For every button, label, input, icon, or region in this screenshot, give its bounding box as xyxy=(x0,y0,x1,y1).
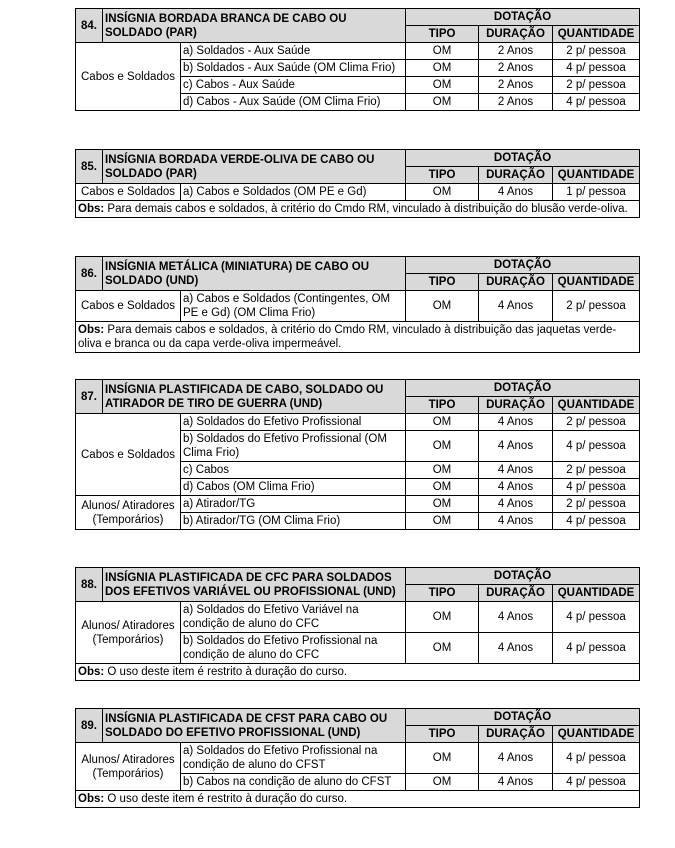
item-title: INSÍGNIA PLASTIFICADA DE CFST PARA CABO OU SOLDADO DO EFETIVO PROFISSIONAL (UND) xyxy=(103,709,406,743)
row-tipo: OM xyxy=(406,43,479,60)
row-description: a) Soldados do Efetivo Variável na condição de aluno do CFC xyxy=(181,602,406,633)
quantidade-header: QUANTIDADE xyxy=(553,726,640,743)
row-quantidade: 4 p/ pessoa xyxy=(553,479,640,496)
row-tipo: OM xyxy=(406,774,479,791)
group-label: Cabos e Soldados xyxy=(76,184,181,201)
duracao-header: DURAÇÃO xyxy=(479,167,553,184)
row-duracao: 4 Anos xyxy=(479,496,553,513)
obs-row xyxy=(76,664,640,681)
item-table xyxy=(75,567,640,681)
dotacao-header: DOTAÇÃO xyxy=(406,257,640,274)
item-title: INSÍGNIA BORDADA BRANCA DE CABO OU SOLDADO (PAR) xyxy=(103,9,406,43)
row-tipo: OM xyxy=(406,291,479,322)
item-number: 87. xyxy=(76,380,103,414)
group-label: Alunos/ Atiradores (Temporários) xyxy=(76,496,181,530)
quantidade-header: QUANTIDADE xyxy=(553,26,640,43)
dotacao-header: DOTAÇÃO xyxy=(406,150,640,167)
item-table xyxy=(75,256,640,353)
row-tipo: OM xyxy=(406,743,479,774)
obs-label: Obs: xyxy=(78,324,105,336)
item-header-row xyxy=(76,150,640,167)
row-tipo: OM xyxy=(406,479,479,496)
row-quantidade: 2 p/ pessoa xyxy=(553,77,640,94)
quantidade-header: QUANTIDADE xyxy=(553,274,640,291)
dotacao-header: DOTAÇÃO xyxy=(406,568,640,585)
tipo-header: TIPO xyxy=(406,167,479,184)
row-duracao: 4 Anos xyxy=(479,513,553,530)
group-label: Cabos e Soldados xyxy=(76,414,181,496)
row-quantidade: 4 p/ pessoa xyxy=(553,513,640,530)
item-title: INSÍGNIA PLASTIFICADA DE CABO, SOLDADO OU ATIRADOR DE TIRO DE GUERRA (UND) xyxy=(103,380,406,414)
obs-text: O uso deste item é restrito à duração do curso. xyxy=(107,793,348,805)
row-quantidade: 4 p/ pessoa xyxy=(553,94,640,111)
row-description: a) Cabos e Soldados (Contingentes, OM PE e Gd) (OM Clima Frio) xyxy=(181,291,406,322)
row-duracao: 2 Anos xyxy=(479,94,553,111)
item-number: 88. xyxy=(76,568,103,602)
row-duracao: 4 Anos xyxy=(479,774,553,791)
dotacao-header: DOTAÇÃO xyxy=(406,709,640,726)
duracao-header: DURAÇÃO xyxy=(479,26,553,43)
item-table xyxy=(75,8,640,111)
tipo-header: TIPO xyxy=(406,585,479,602)
row-duracao: 2 Anos xyxy=(479,43,553,60)
obs-text: Para demais cabos e soldados, à critério do Cmdo RM, vinculado à distribuição das jaquetas verde-oliva e branca ou da capa verde-oliva impermeável. xyxy=(78,324,617,350)
row-quantidade: 4 p/ pessoa xyxy=(553,633,640,664)
item-number: 86. xyxy=(76,257,103,291)
item-number: 84. xyxy=(76,9,103,43)
row-description: d) Cabos - Aux Saúde (OM Clima Frio) xyxy=(181,94,406,111)
row-description: b) Soldados do Efetivo Profissional (OM Clima Frio) xyxy=(181,431,406,462)
row-quantidade: 2 p/ pessoa xyxy=(553,462,640,479)
obs-cell xyxy=(76,791,640,808)
row-description: b) Soldados - Aux Saúde (OM Clima Frio) xyxy=(181,60,406,77)
quantidade-header: QUANTIDADE xyxy=(553,585,640,602)
obs-cell xyxy=(76,322,640,353)
row-tipo: OM xyxy=(406,633,479,664)
obs-text: O uso deste item é restrito à duração do curso. xyxy=(107,666,348,678)
duracao-header: DURAÇÃO xyxy=(479,274,553,291)
table-row xyxy=(76,43,640,60)
item-title: INSÍGNIA BORDADA VERDE-OLIVA DE CABO OU SOLDADO (PAR) xyxy=(103,150,406,184)
table-row xyxy=(76,291,640,322)
obs-cell xyxy=(76,664,640,681)
table-row xyxy=(76,743,640,774)
row-tipo: OM xyxy=(406,414,479,431)
obs-text: Para demais cabos e soldados, à critério do Cmdo RM, vinculado à distribuição do blusão verde-oliva. xyxy=(107,203,628,215)
obs-label: Obs: xyxy=(78,666,105,678)
row-tipo: OM xyxy=(406,513,479,530)
duracao-header: DURAÇÃO xyxy=(479,726,553,743)
row-description: a) Atirador/TG xyxy=(181,496,406,513)
row-duracao: 4 Anos xyxy=(479,602,553,633)
row-duracao: 4 Anos xyxy=(479,184,553,201)
group-label: Alunos/ Atiradores (Temporários) xyxy=(76,743,181,791)
row-tipo: OM xyxy=(406,77,479,94)
dotacao-header: DOTAÇÃO xyxy=(406,380,640,397)
obs-cell xyxy=(76,201,640,218)
row-quantidade: 1 p/ pessoa xyxy=(553,184,640,201)
row-duracao: 4 Anos xyxy=(479,291,553,322)
row-description: d) Cabos (OM Clima Frio) xyxy=(181,479,406,496)
row-quantidade: 2 p/ pessoa xyxy=(553,496,640,513)
item-header-row xyxy=(76,9,640,26)
row-duracao: 4 Anos xyxy=(479,479,553,496)
row-duracao: 4 Anos xyxy=(479,743,553,774)
table-row xyxy=(76,414,640,431)
item-header-row xyxy=(76,709,640,726)
quantidade-header: QUANTIDADE xyxy=(553,397,640,414)
table-row xyxy=(76,184,640,201)
tipo-header: TIPO xyxy=(406,26,479,43)
row-duracao: 4 Anos xyxy=(479,633,553,664)
group-label: Cabos e Soldados xyxy=(76,291,181,322)
obs-row xyxy=(76,791,640,808)
row-tipo: OM xyxy=(406,496,479,513)
row-description: a) Cabos e Soldados (OM PE e Gd) xyxy=(181,184,406,201)
item-header-row xyxy=(76,257,640,274)
row-quantidade: 2 p/ pessoa xyxy=(553,414,640,431)
row-description: a) Soldados do Efetivo Profissional na condição de aluno do CFST xyxy=(181,743,406,774)
row-duracao: 4 Anos xyxy=(479,431,553,462)
item-number: 89. xyxy=(76,709,103,743)
obs-label: Obs: xyxy=(78,203,105,215)
item-header-row xyxy=(76,568,640,585)
table-row xyxy=(76,602,640,633)
obs-row xyxy=(76,322,640,353)
obs-row xyxy=(76,201,640,218)
tipo-header: TIPO xyxy=(406,397,479,414)
duracao-header: DURAÇÃO xyxy=(479,585,553,602)
duracao-header: DURAÇÃO xyxy=(479,397,553,414)
item-table xyxy=(75,379,640,530)
row-description: c) Cabos xyxy=(181,462,406,479)
item-table xyxy=(75,149,640,218)
row-description: b) Soldados do Efetivo Profissional na condição de aluno do CFC xyxy=(181,633,406,664)
dotacao-header: DOTAÇÃO xyxy=(406,9,640,26)
row-duracao: 2 Anos xyxy=(479,77,553,94)
row-tipo: OM xyxy=(406,462,479,479)
quantidade-header: QUANTIDADE xyxy=(553,167,640,184)
row-quantidade: 4 p/ pessoa xyxy=(553,602,640,633)
group-label: Cabos e Soldados xyxy=(76,43,181,111)
row-tipo: OM xyxy=(406,94,479,111)
tipo-header: TIPO xyxy=(406,274,479,291)
row-tipo: OM xyxy=(406,602,479,633)
row-quantidade: 4 p/ pessoa xyxy=(553,774,640,791)
row-duracao: 4 Anos xyxy=(479,414,553,431)
item-title: INSÍGNIA PLASTIFICADA DE CFC PARA SOLDADOS DOS EFETIVOS VARIÁVEL OU PROFISSIONAL (UND) xyxy=(103,568,406,602)
tipo-header: TIPO xyxy=(406,726,479,743)
group-label: Alunos/ Atiradores (Temporários) xyxy=(76,602,181,664)
row-description: b) Cabos na condição de aluno do CFST xyxy=(181,774,406,791)
row-tipo: OM xyxy=(406,184,479,201)
row-description: a) Soldados - Aux Saúde xyxy=(181,43,406,60)
row-duracao: 2 Anos xyxy=(479,60,553,77)
row-description: c) Cabos - Aux Saúde xyxy=(181,77,406,94)
item-number: 85. xyxy=(76,150,103,184)
row-quantidade: 4 p/ pessoa xyxy=(553,743,640,774)
row-duracao: 4 Anos xyxy=(479,462,553,479)
table-row xyxy=(76,496,640,513)
item-title: INSÍGNIA METÁLICA (MINIATURA) DE CABO OU SOLDADO (UND) xyxy=(103,257,406,291)
row-description: a) Soldados do Efetivo Profissional xyxy=(181,414,406,431)
row-quantidade: 4 p/ pessoa xyxy=(553,431,640,462)
row-quantidade: 2 p/ pessoa xyxy=(553,43,640,60)
row-description: b) Atirador/TG (OM Clima Frio) xyxy=(181,513,406,530)
row-quantidade: 4 p/ pessoa xyxy=(553,60,640,77)
item-table xyxy=(75,708,640,808)
row-tipo: OM xyxy=(406,431,479,462)
item-header-row xyxy=(76,380,640,397)
row-quantidade: 2 p/ pessoa xyxy=(553,291,640,322)
row-tipo: OM xyxy=(406,60,479,77)
obs-label: Obs: xyxy=(78,793,105,805)
